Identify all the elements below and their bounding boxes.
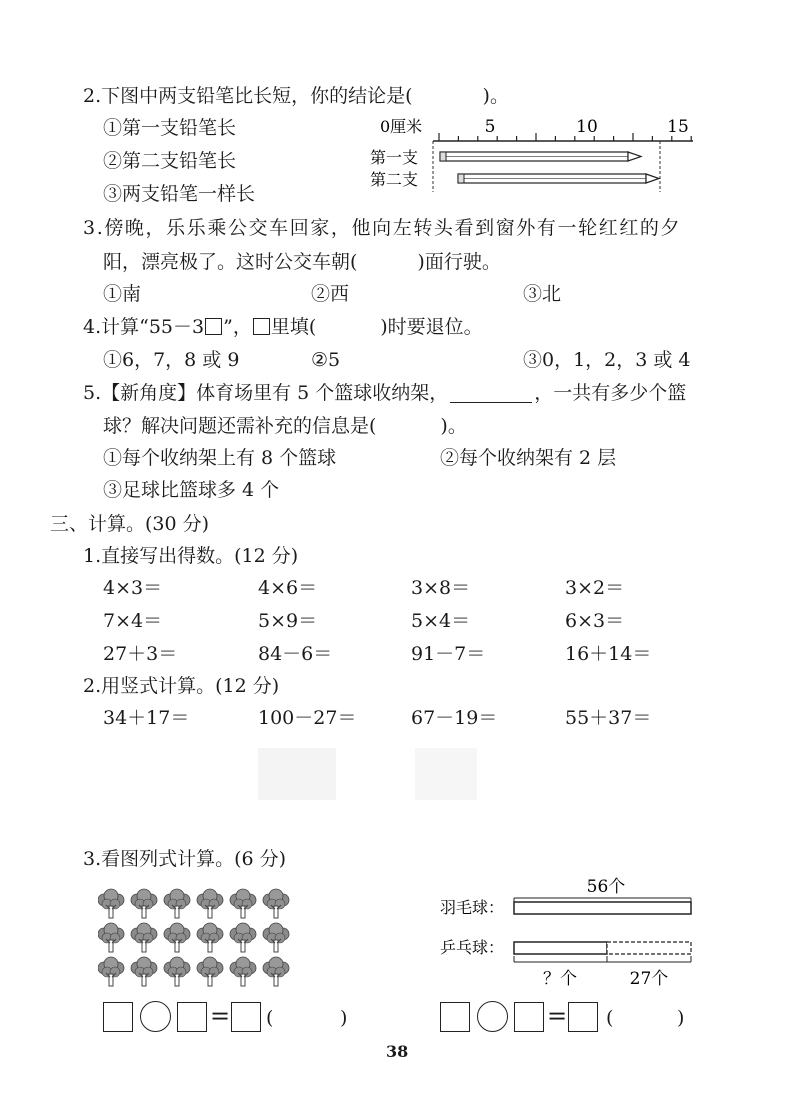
pencil-2 <box>458 174 659 183</box>
tree-icon <box>98 923 124 952</box>
p1-item[interactable]: 16＋14＝ <box>565 643 652 665</box>
tree-icon <box>230 889 256 918</box>
pencil2-label: 第二支 <box>370 170 419 189</box>
q3-option-2[interactable]: ②西 <box>311 283 350 305</box>
row1-label: 羽毛球： <box>440 898 505 917</box>
tree-icon <box>131 923 157 952</box>
p2-item[interactable]: 34＋17＝ <box>103 707 190 729</box>
p1-item[interactable]: 4×3＝ <box>103 577 163 599</box>
answer-box[interactable] <box>177 1002 207 1032</box>
ruler-pencil-figure <box>360 110 710 195</box>
q5-option-2[interactable]: ②每个收纳架有 2 层 <box>440 447 617 469</box>
p2-item[interactable]: 100－27＝ <box>258 707 357 729</box>
pencil1-label: 第一支 <box>370 148 419 167</box>
q3-line2: 阳，漂亮极了。这时公交车朝( )面行驶。 <box>103 251 501 273</box>
q3-option-1[interactable]: ①南 <box>103 283 142 305</box>
page-number: 38 <box>386 1042 409 1061</box>
answer-box[interactable] <box>103 1002 133 1032</box>
tree-icon <box>197 923 223 952</box>
q5-line1: 5.【新角度】体育场里有 5 个篮球收纳架， ，一共有多少个篮 <box>83 382 687 404</box>
tree-icon <box>131 889 157 918</box>
p1-item[interactable]: 5×4＝ <box>411 610 471 632</box>
tree-icon <box>164 923 190 952</box>
q5-blank[interactable] <box>450 384 532 403</box>
tree-icon <box>263 957 289 986</box>
p1-item[interactable]: 27＋3＝ <box>103 643 178 665</box>
ruler-unit-label: 0厘米 <box>380 117 423 136</box>
pingpong-bar <box>514 942 607 954</box>
answer-box[interactable] <box>440 1002 470 1032</box>
ruler-tick-15: 15 <box>667 117 689 137</box>
p1-item[interactable]: 3×8＝ <box>411 577 471 599</box>
unknown-label: ？个 <box>543 969 577 989</box>
scan-smudge <box>258 748 336 800</box>
ruler-tick-5: 5 <box>484 117 496 137</box>
answer-box[interactable] <box>231 1002 261 1032</box>
q2-stem: 2.下图中两支铅笔比长短，你的结论是( )。 <box>83 85 509 107</box>
p1-item[interactable]: 4×6＝ <box>258 577 318 599</box>
p3-title: 3.看图列式计算。(6 分) <box>83 848 287 870</box>
tree-grid <box>98 886 298 996</box>
tree-icon <box>263 923 289 952</box>
q5-option-3[interactable]: ③足球比篮球多 4 个 <box>103 479 280 501</box>
unit-paren-open: ( <box>266 1007 274 1029</box>
tree-icon <box>230 923 256 952</box>
tree-icon <box>164 957 190 986</box>
scan-smudge <box>415 748 477 800</box>
tree-icon <box>98 889 124 918</box>
p1-item[interactable]: 5×9＝ <box>258 610 318 632</box>
q4-option-3[interactable]: ③0，1，2，3 或 4 <box>523 349 691 371</box>
tree-icon <box>131 957 157 986</box>
p1-item[interactable]: 7×4＝ <box>103 610 163 632</box>
equals-sign: = <box>547 1002 568 1030</box>
p1-item[interactable]: 84－6＝ <box>258 643 333 665</box>
tree-icon <box>197 889 223 918</box>
p2-item[interactable]: 67－19＝ <box>411 707 498 729</box>
answer-box[interactable] <box>568 1002 598 1032</box>
p2-item[interactable]: 55＋37＝ <box>565 707 652 729</box>
q4-option-2[interactable]: ②5 <box>311 349 341 371</box>
p1-item[interactable]: 3×2＝ <box>565 577 625 599</box>
unit-paren-close: ) <box>340 1007 348 1029</box>
p1-title: 1.直接写出得数。(12 分) <box>83 545 299 567</box>
q3-option-3[interactable]: ③北 <box>523 283 562 305</box>
q2-option-2[interactable]: ②第二支铅笔长 <box>103 150 237 172</box>
operator-circle[interactable] <box>140 1001 171 1032</box>
ruler-tick-10: 10 <box>576 117 598 137</box>
q4-box-1 <box>205 318 222 335</box>
operator-circle[interactable] <box>477 1001 508 1032</box>
p1-item[interactable]: 91－7＝ <box>411 643 486 665</box>
pencil-1 <box>440 152 641 161</box>
part-label: 27个 <box>629 969 669 989</box>
equals-sign: = <box>210 1002 231 1030</box>
ruler-ticks <box>439 133 691 141</box>
unit-paren-close: ) <box>677 1007 685 1029</box>
q4-stem: 4.计算“55－3 ”， 里填( )时要退位。 <box>83 316 483 338</box>
answer-box[interactable] <box>514 1002 544 1032</box>
q5-option-1[interactable]: ①每个收纳架上有 8 个篮球 <box>103 447 337 469</box>
q4-option-1[interactable]: ①6，7，8 或 9 <box>103 349 240 371</box>
row2-label: 乒乓球： <box>440 938 505 957</box>
badminton-bar <box>514 902 691 914</box>
section3-title: 三、计算。(30 分) <box>50 513 210 535</box>
q4-box-2 <box>253 318 270 335</box>
tree-icon <box>197 957 223 986</box>
tree-icon <box>230 957 256 986</box>
tree-icon <box>98 957 124 986</box>
q5-line2: 球？解决问题还需补充的信息是( )。 <box>103 415 467 437</box>
tree-icon <box>164 889 190 918</box>
q2-option-1[interactable]: ①第一支铅笔长 <box>103 117 237 139</box>
tree-icon <box>263 889 289 918</box>
q2-option-3[interactable]: ③两支铅笔一样长 <box>103 183 256 205</box>
pingpong-dashed-bar <box>607 942 691 954</box>
q3-line1: 3.傍晚，乐乐乘公交车回家，他向左转头看到窗外有一轮红红的夕 <box>83 217 682 239</box>
p2-title: 2.用竖式计算。(12 分) <box>83 675 280 697</box>
p1-item[interactable]: 6×3＝ <box>565 610 625 632</box>
unit-paren-open: ( <box>606 1007 614 1029</box>
bar-diagram <box>430 872 710 992</box>
total-label: 56个 <box>586 877 626 897</box>
